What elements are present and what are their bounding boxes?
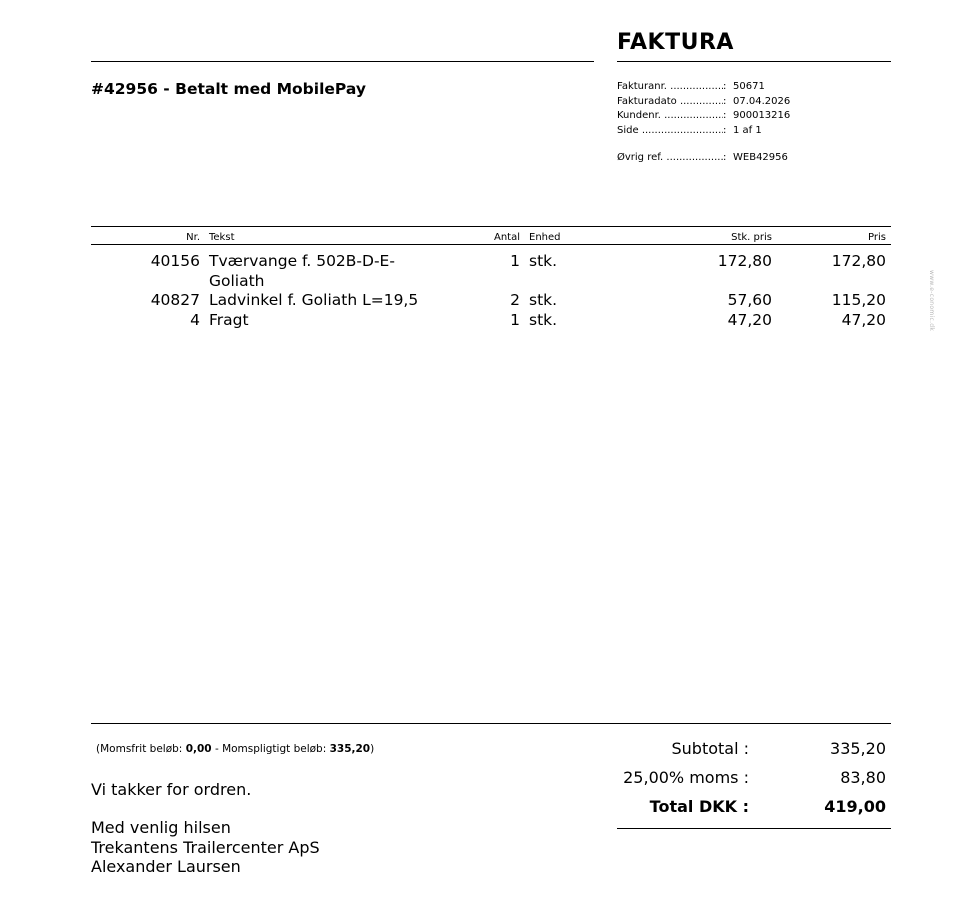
footer-rule [91,723,891,724]
table-header-rule [91,244,891,245]
row-1-qty: 1 [510,252,520,270]
meta-label: Øvrig ref. ..... [617,151,727,166]
vat-separator: - [211,743,223,755]
vat-value: 83,80 [840,768,886,787]
row-1-text-cont: Goliath [209,271,265,290]
column-header-qty: Antal [493,232,520,243]
meta-value: 1 af 1 [733,124,762,136]
regards-text: Med venlig hilsen [91,818,231,837]
meta-colon: : [723,80,729,95]
subtotal-label: Subtotal : [671,739,749,758]
column-header-unit: Enhed [529,232,561,243]
vat-open: ( [96,743,101,755]
meta-colon: : [723,109,729,124]
meta-value: WEB42956 [733,152,788,164]
row-2-price: 115,20 [831,291,886,309]
subtotal-value: 335,20 [830,739,886,758]
meta-colon: : [723,151,729,166]
row-2-nr: 40827 [150,291,200,309]
header-divider-left [91,61,594,62]
row-3-nr: 4 [190,310,200,329]
total-label: Total DKK : [649,797,749,816]
signer-name: Alexander Laursen [91,857,241,876]
vat-free-amount: 0,00 [185,743,212,755]
total-value: 419,00 [824,797,886,816]
table-top-rule [91,226,891,227]
order-title: #42956 - Betalt med MobilePay [91,80,366,98]
meta-label: Kundenr. ..... [617,109,727,124]
meta-colon: : [723,124,729,139]
vat-taxable-amount: 335,20 [329,743,371,755]
row-2-qty: 2 [510,291,520,309]
meta-colon: : [723,95,729,110]
row-3-unit-price: 47,20 [727,310,772,329]
vat-free-label: Momsfrit beløb: [100,743,186,755]
meta-value: 07.04.2026 [733,95,791,107]
row-1-unit-price: 172,80 [717,252,772,270]
vat-note [96,743,374,755]
vat-close: ) [370,743,375,755]
row-3-price: 47,20 [841,310,886,329]
total-underline [617,828,891,829]
meta-value: 900013216 [733,110,791,122]
row-2-unit: stk. [529,291,558,309]
row-2-unit-price: 57,60 [727,291,772,309]
meta-value: 50671 [733,81,765,92]
column-header-price: Pris [868,232,886,243]
column-header-nr: Nr. [186,232,200,243]
row-3-text: Fragt [209,310,249,329]
header-divider-right [617,61,891,62]
row-1-unit: stk. [529,252,558,270]
company-name: Trekantens Trailercenter ApS [91,837,320,857]
row-1-nr: 40156 [150,252,200,270]
row-2-text: Ladvinkel f. Goliath L=19,5 [209,291,419,309]
meta-label: Fakturadato ..... [617,95,727,110]
meta-label: Fakturanr. ..... [617,80,727,95]
column-header-text: Tekst [209,232,235,243]
row-3-qty: 1 [510,310,520,329]
vat-taxable-label: Momspligtigt beløb: [222,743,330,755]
row-1-price: 172,80 [831,252,886,270]
column-header-unit-price: Stk. pris [731,232,772,243]
row-1-text: Tværvange f. 502B-D-E- [209,252,395,270]
vat-label: 25,00% moms : [623,768,749,787]
row-3-unit: stk. [529,310,558,329]
economic-watermark: www.e-conomic.dk [928,270,935,332]
thank-you-text: Vi takker for ordren. [91,780,252,799]
invoice-title: FAKTURA [617,30,734,55]
meta-label: Side ..... [617,124,727,139]
